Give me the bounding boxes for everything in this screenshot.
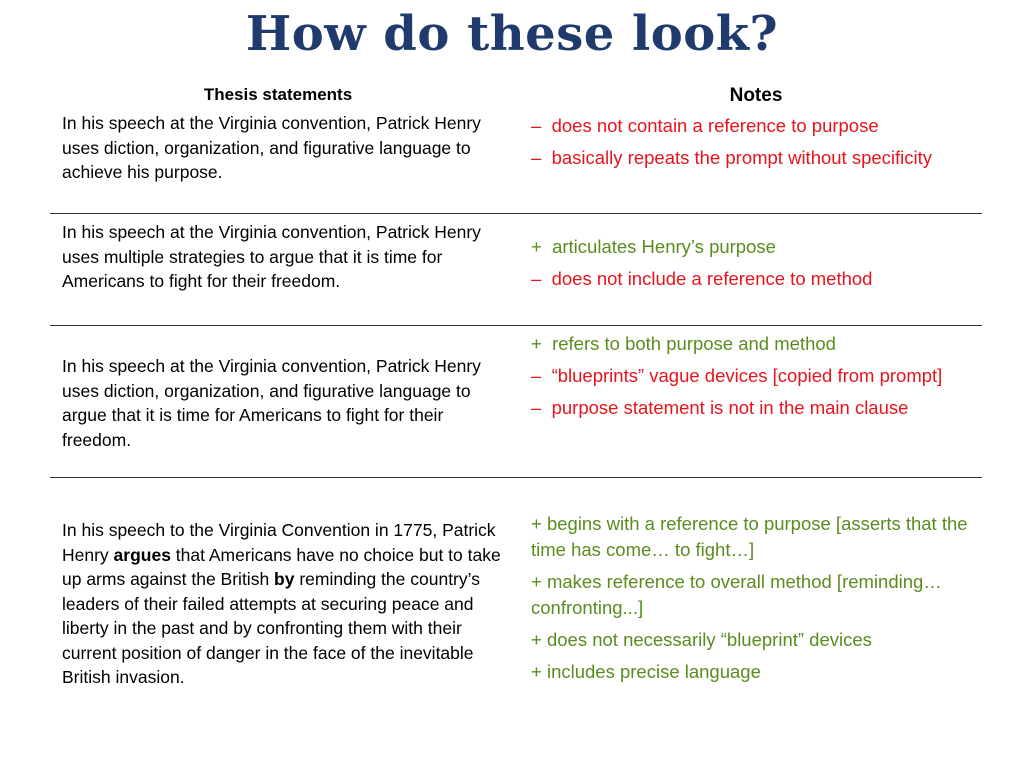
note-text: basically repeats the prompt without specificity: [551, 147, 933, 168]
note-mark: +: [531, 236, 553, 257]
note-text: makes reference to overall method [reminding…confronting...]: [531, 571, 942, 618]
note-item: [531, 331, 976, 357]
note-mark: +: [531, 513, 547, 534]
thesis-emphasis: argues: [113, 544, 171, 565]
note-text: articulates Henry’s purpose: [552, 236, 776, 257]
note-mark: –: [531, 397, 552, 418]
note-text: purpose statement is not in the main clause: [551, 397, 909, 418]
note-text: does not include a reference to method: [551, 268, 873, 289]
note-item: [531, 266, 976, 292]
note-item: [531, 659, 976, 685]
thesis-statement: [62, 518, 502, 690]
note-mark: –: [531, 115, 552, 136]
notes-column-header: Notes: [729, 85, 783, 106]
note-mark: +: [531, 333, 553, 354]
thesis-text: reminding the country’s leaders of their failed attempts at securing peace and liberty in the past and by confronting them with their current position of danger in the face of the inevitable British invasion.: [62, 569, 480, 687]
thesis-statement: In his speech at the Virginia convention, Patrick Henry uses diction, organization, and figurative language to argue that it is time for Americans to fight for their freedom.: [62, 356, 481, 450]
notes-cell: [531, 234, 976, 298]
note-text: does not necessarily “blueprint” devices: [546, 629, 872, 650]
note-item: [531, 627, 976, 653]
thesis-emphasis: by: [274, 569, 295, 589]
note-item: [531, 395, 976, 421]
note-item: [531, 113, 976, 139]
note-text: begins with a reference to purpose [asserts that the time has come… to fight…]: [531, 513, 968, 560]
row-divider: [50, 325, 982, 326]
note-item: [531, 234, 976, 260]
slide-title: How do these look?: [245, 6, 779, 62]
note-text: refers to both purpose and method: [552, 333, 836, 354]
notes-cell: [531, 331, 976, 427]
note-item: [531, 511, 976, 563]
note-mark: +: [531, 571, 547, 592]
notes-cell: [531, 511, 976, 691]
note-text: “blueprints” vague devices [copied from prompt]: [551, 365, 943, 386]
note-item: [531, 569, 976, 621]
thesis-column-header: Thesis statements: [203, 85, 353, 104]
thesis-text: that Americans have no choice but to take up arms against the British: [62, 544, 501, 589]
row-divider: [50, 477, 982, 478]
note-item: [531, 145, 976, 171]
thesis-statement: In his speech at the Virginia convention, Patrick Henry uses multiple strategies to argue that it is time for Americans to fight for their freedom.: [62, 222, 481, 291]
note-mark: –: [531, 365, 552, 386]
thesis-text: In his speech to the Virginia Convention in 1775, Patrick Henry: [62, 520, 496, 565]
note-mark: –: [531, 268, 552, 289]
note-text: includes precise language: [546, 661, 761, 682]
notes-cell: [531, 113, 976, 177]
note-mark: +: [531, 661, 547, 682]
thesis-statement: In his speech at the Virginia convention, Patrick Henry uses diction, organization, and figurative language to achieve his purpose.: [62, 113, 481, 182]
note-mark: +: [531, 629, 547, 650]
note-item: [531, 363, 976, 389]
row-divider: [50, 213, 982, 214]
note-mark: –: [531, 147, 552, 168]
note-text: does not contain a reference to purpose: [551, 115, 879, 136]
